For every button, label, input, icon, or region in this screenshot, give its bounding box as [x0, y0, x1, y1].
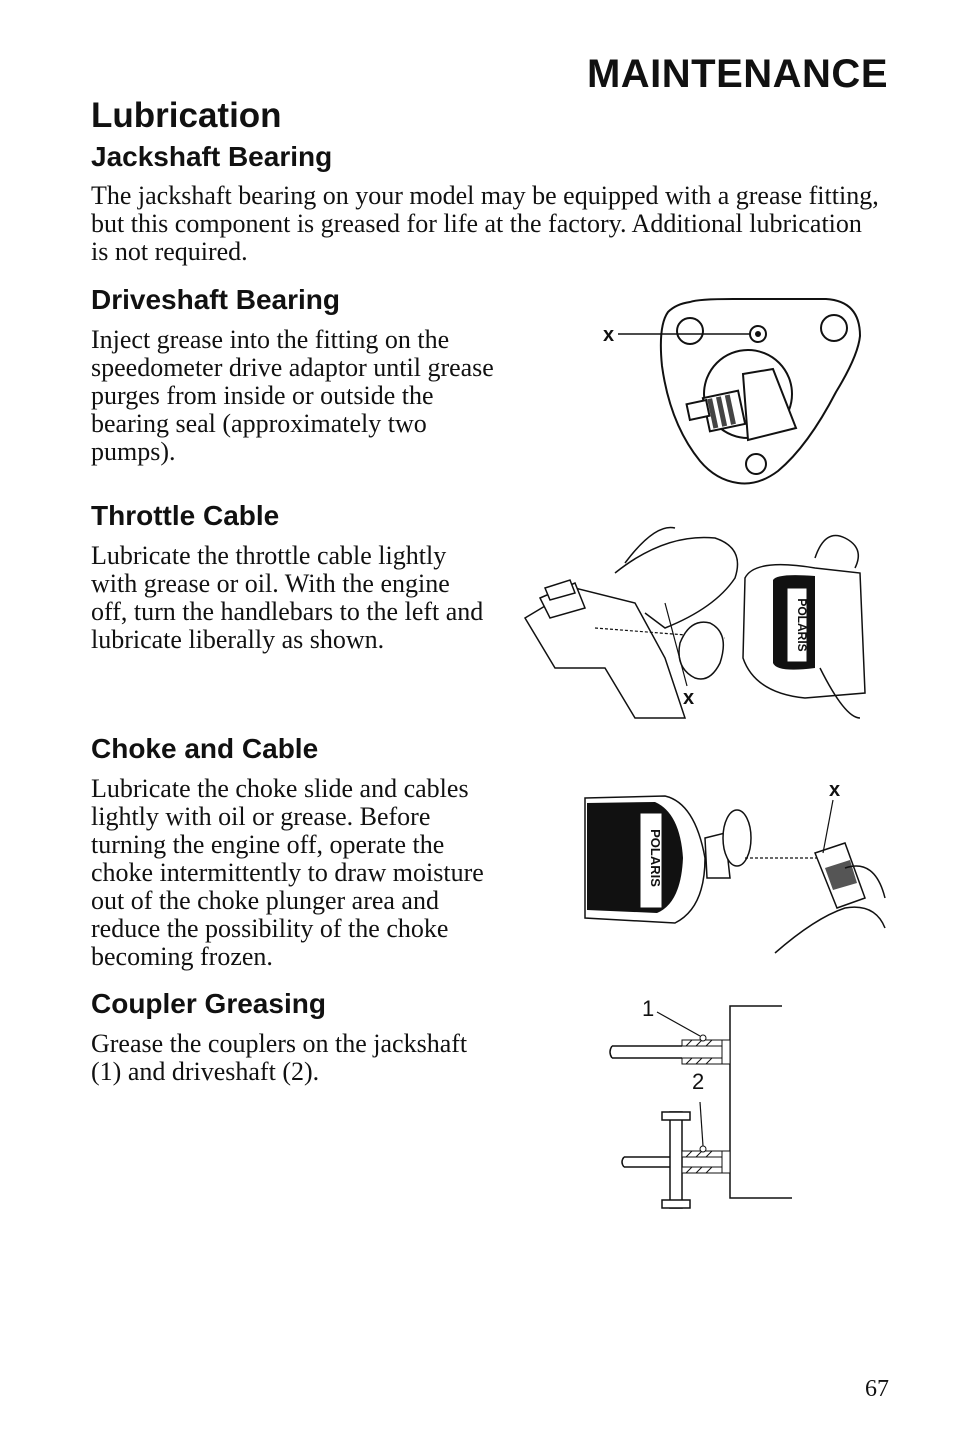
coupler-diagram — [602, 994, 802, 1216]
coupler-callout-2: 2 — [692, 1069, 705, 1094]
heading-jackshaft-bearing: Jackshaft Bearing — [91, 141, 333, 172]
throttle-cable-illustration — [515, 518, 880, 723]
text-coupler-greasing: Grease the couplers on the jackshaft (1) and driveshaft (2). — [91, 1029, 468, 1086]
choke-bottle-label: POLARIS — [648, 829, 663, 887]
driveshaft-callout-x: x — [603, 324, 615, 346]
choke-cable-illustration — [545, 758, 890, 973]
heading-driveshaft-bearing: Driveshaft Bearing — [91, 284, 340, 315]
text-jackshaft-bearing: The jackshaft bearing on your model may be equipped with a grease fitting, but this component is greased for life at the factory. Additional lubrication is not required. — [91, 181, 879, 266]
text-throttle-cable: Lubricate the throttle cable lightly with grease or oil. With the engine off, turn the handlebars to the left and lubricate liberally as shown. — [91, 541, 484, 654]
text-choke-and-cable: Lubricate the choke slide and cables lightly with oil or grease. Before turning the engine off, operate the choke intermittently to draw moisture out of the choke plunger area and reduce the possibility of the choke becoming frozen. — [91, 774, 484, 971]
page-number: 67 — [865, 1376, 889, 1402]
throttle-callout-x: x — [683, 687, 695, 709]
choke-callout-x: x — [829, 779, 841, 801]
heading-coupler-greasing: Coupler Greasing — [91, 988, 326, 1019]
coupler-callout-1: 1 — [642, 996, 655, 1021]
driveshaft-bearing-illustration — [598, 296, 868, 488]
chapter-title: MAINTENANCE — [586, 52, 888, 96]
section-title: Lubrication — [91, 96, 282, 135]
throttle-bottle-label: POLARIS — [795, 598, 809, 652]
heading-choke-and-cable: Choke and Cable — [91, 733, 319, 764]
text-driveshaft-bearing: Inject grease into the fitting on the speedometer drive adaptor until grease purges from inside or outside the bearing seal (approximately two pumps). — [91, 325, 494, 466]
heading-throttle-cable: Throttle Cable — [91, 500, 280, 531]
